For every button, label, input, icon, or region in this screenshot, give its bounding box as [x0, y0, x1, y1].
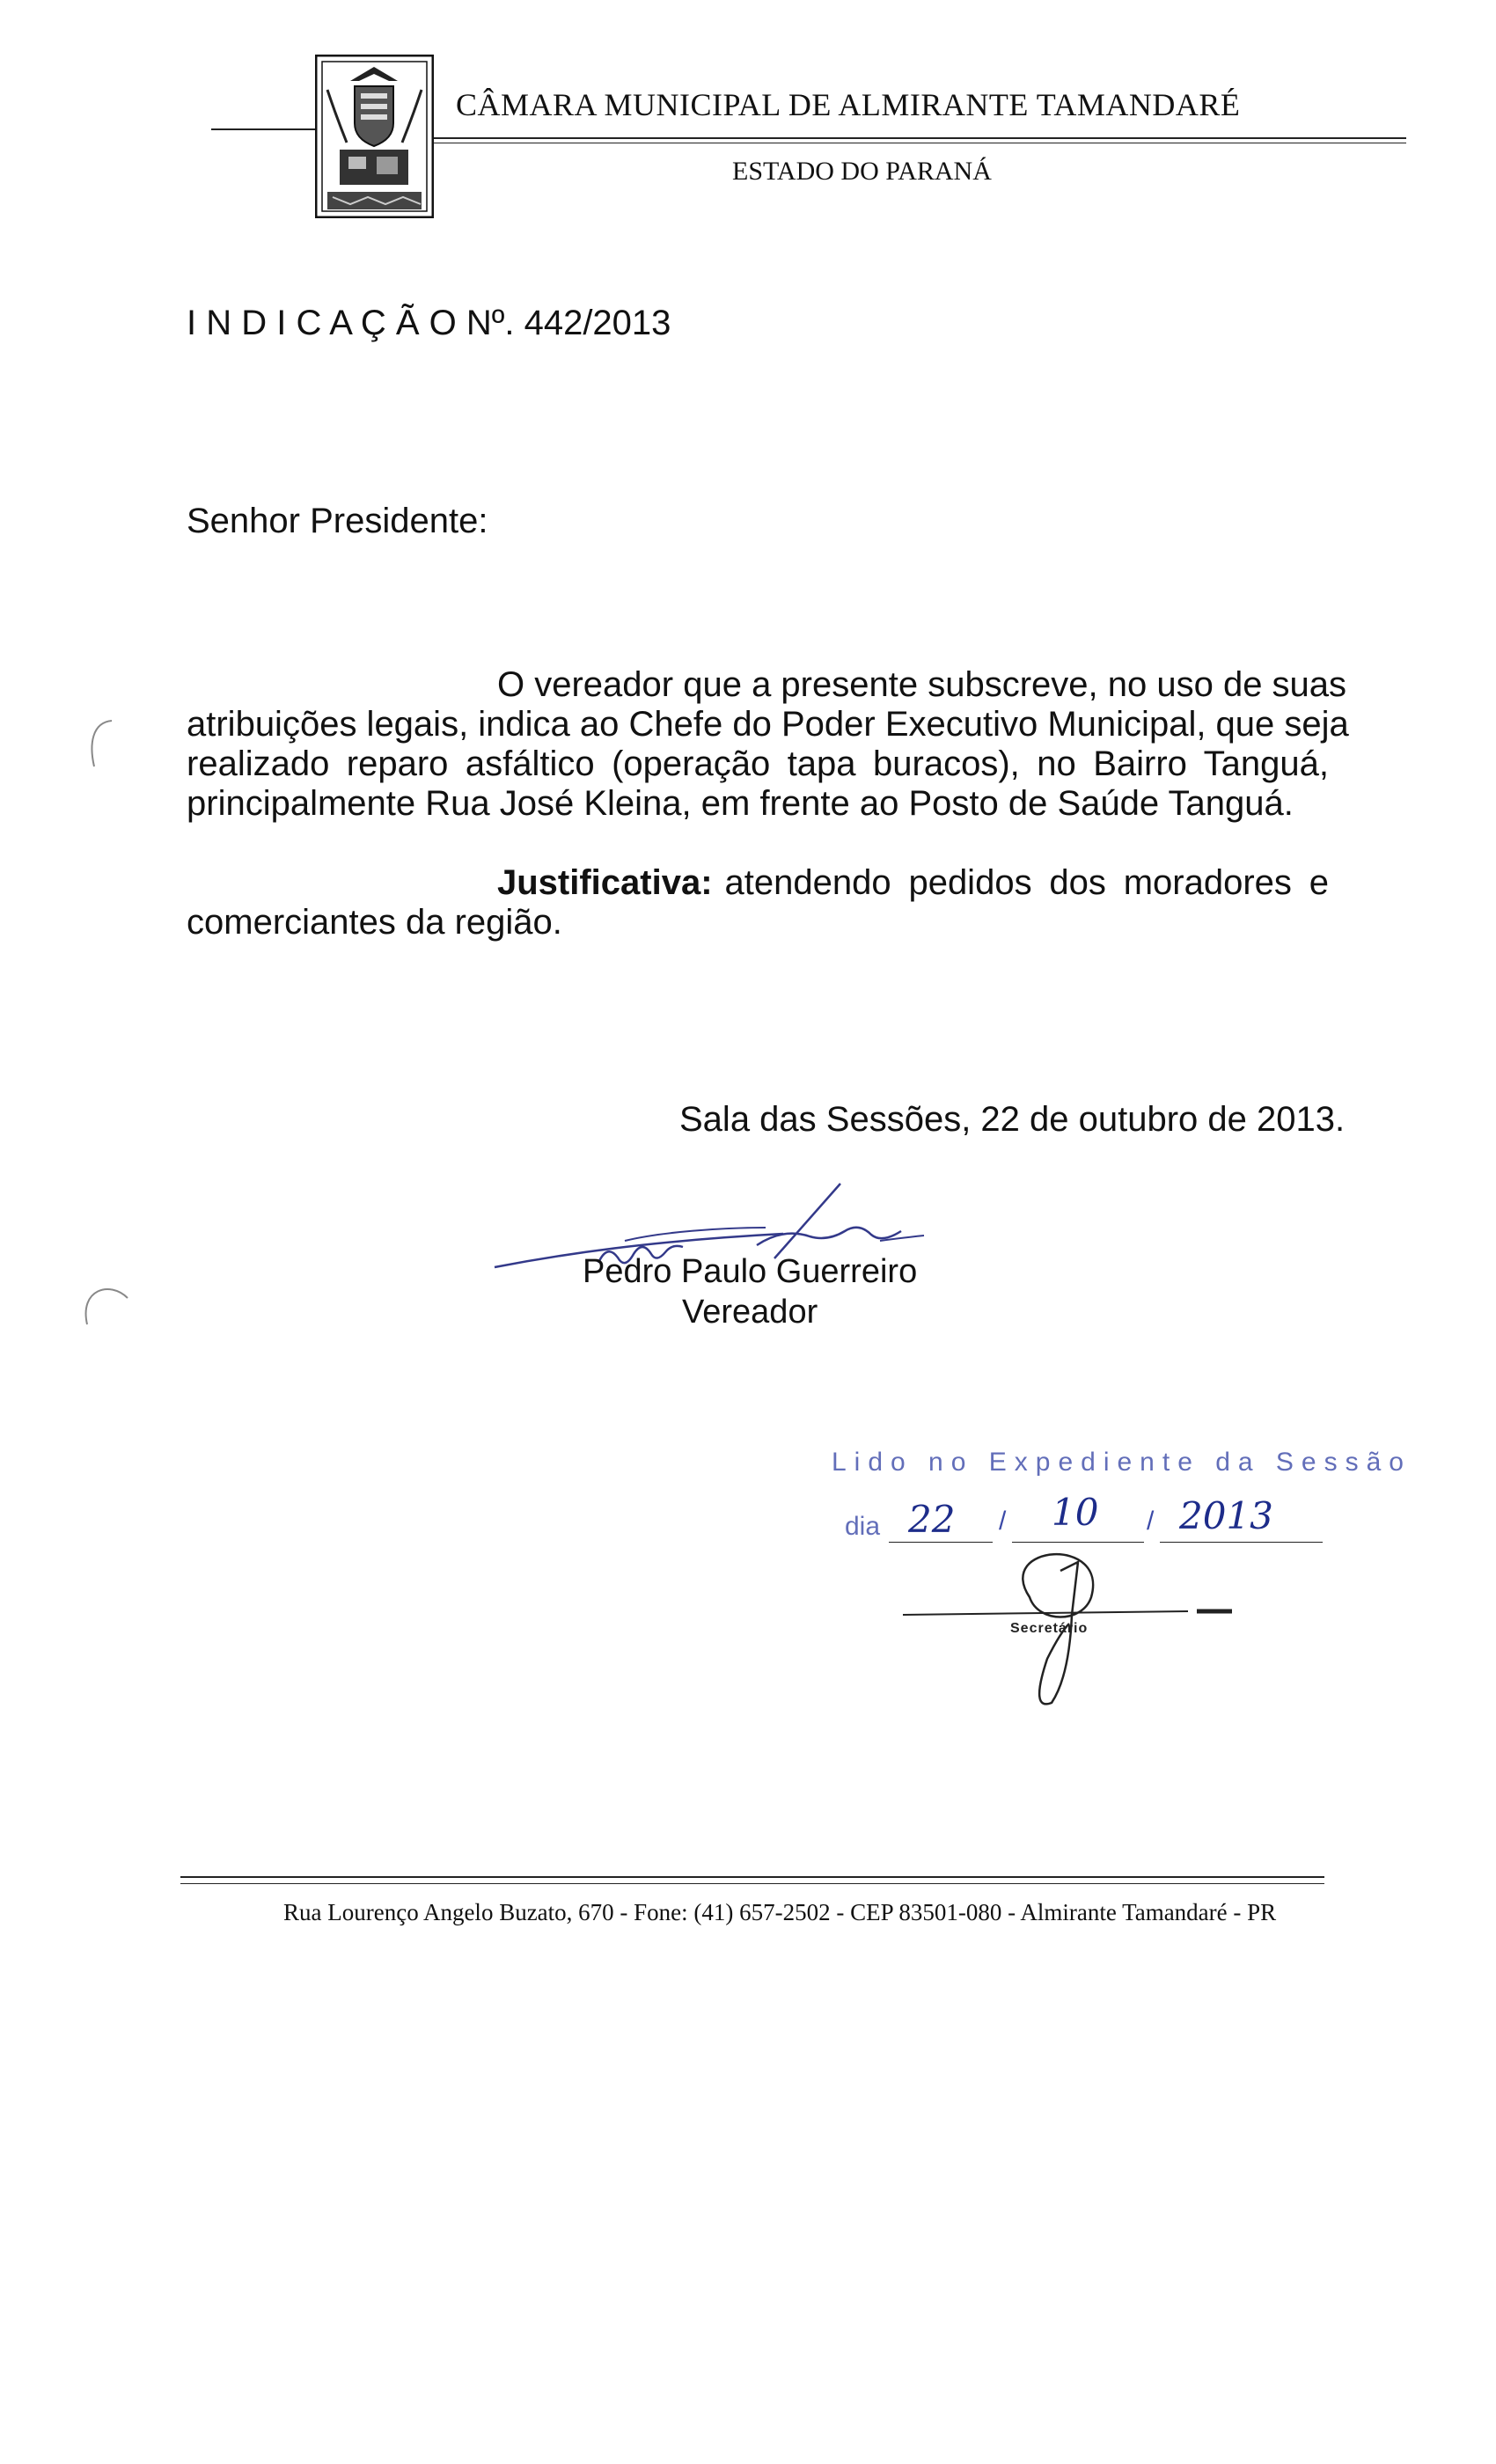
body-line-1: O vereador que a presente subscreve, no uso de suas [497, 665, 1347, 704]
hole-punch-mark-1 [84, 717, 119, 770]
header-rule-right [434, 137, 1406, 139]
stamp-dia-label: dia [845, 1512, 881, 1541]
header-rule-left [211, 128, 315, 130]
justification-line [497, 862, 1329, 903]
signer-name: Pedro Paulo Guerreiro [583, 1253, 918, 1290]
salutation: Senhor Presidente: [187, 502, 488, 540]
justification-text: atendendo pedidos dos moradores e [724, 863, 1329, 902]
stamp-day-line [889, 1542, 993, 1543]
footer-address: Rua Lourenço Angelo Buzato, 670 - Fone: (41) 657-2502 - CEP 83501-080 - Almirante Tamandaré - PR [283, 1899, 1277, 1925]
stamp-separator-1: / [999, 1507, 1007, 1536]
stamp-header: Lido no Expediente da Sessão [832, 1448, 1412, 1477]
footer-rule [180, 1876, 1324, 1878]
stamp-secretary-label: Secretário [1010, 1621, 1089, 1636]
footer-rule-thin [180, 1883, 1324, 1884]
stamp-year: 2013 [1179, 1494, 1273, 1537]
hole-punch-mark-2 [75, 1280, 136, 1342]
stamp-day: 22 [908, 1498, 956, 1541]
state-subtitle: ESTADO DO PARANÁ [732, 157, 992, 186]
document-number: I N D I C A Ç Ã O Nº. 442/2013 [187, 304, 671, 342]
body-line-3: realizado reparo asfáltico (operação tapa buracos), no Bairro Tanguá, [187, 744, 1329, 783]
stamp-month: 10 [1052, 1491, 1099, 1534]
body-line-4: principalmente Rua José Kleina, em frente ao Posto de Saúde Tanguá. [187, 784, 1294, 823]
institution-title: CÂMARA MUNICIPAL DE ALMIRANTE TAMANDARÉ [456, 87, 1241, 122]
justification-line-2: comerciantes da região. [187, 903, 562, 942]
municipal-coat-of-arms [315, 55, 434, 218]
stamp-year-line [1160, 1542, 1323, 1543]
place-and-date: Sala das Sessões, 22 de outubro de 2013. [679, 1100, 1346, 1139]
stamp-separator-2: / [1147, 1507, 1155, 1536]
body-line-2: atribuições legais, indica ao Chefe do Poder Executivo Municipal, que seja [187, 705, 1349, 744]
stamp-month-line [1012, 1542, 1144, 1543]
justification-label: Justificativa: [497, 863, 713, 902]
signer-role: Vereador [682, 1294, 818, 1331]
